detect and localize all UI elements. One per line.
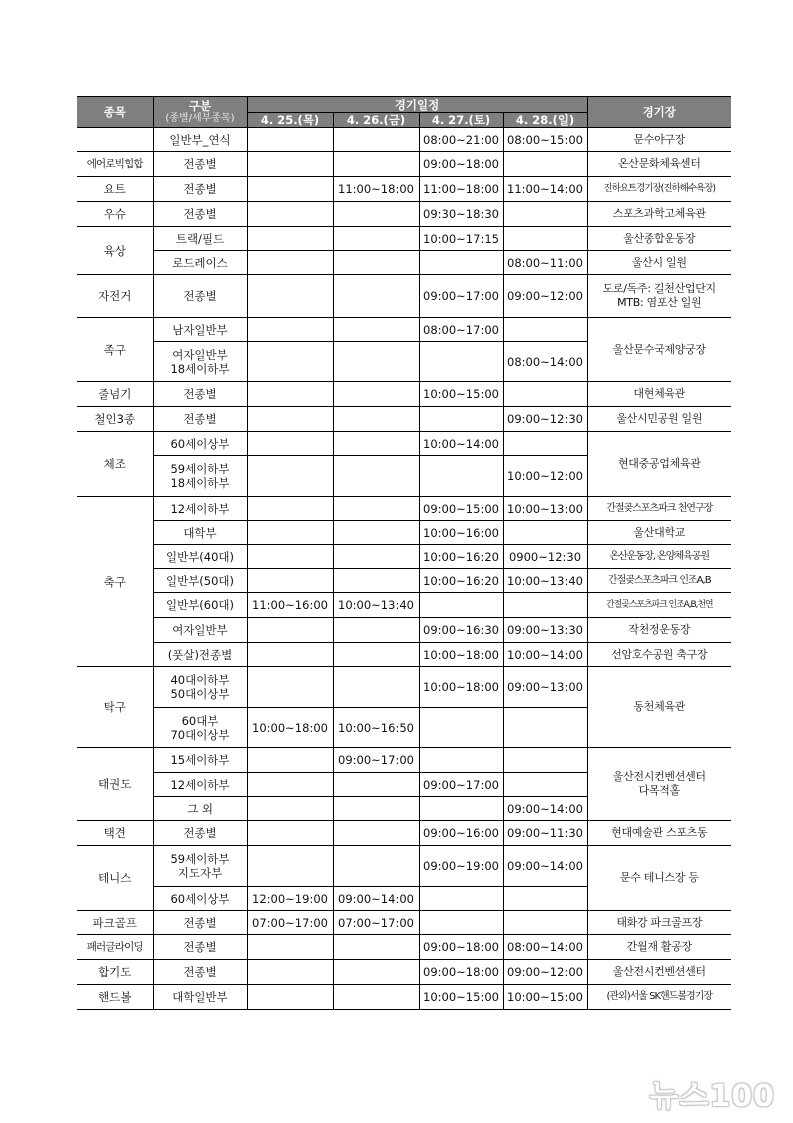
venue-cell: 선암호수공원 축구장	[587, 643, 731, 667]
table-row	[77, 152, 731, 177]
category-cell: 전종별	[153, 202, 247, 227]
time-0426	[333, 643, 419, 667]
time-0428	[503, 773, 587, 797]
time-0428	[503, 432, 587, 456]
time-0428	[503, 202, 587, 227]
category-line: 59세이하부	[170, 462, 230, 476]
time-0428: 10:00~12:00	[503, 456, 587, 497]
category-cell: 전종별	[153, 152, 247, 177]
venue-cell: 문수야구장	[587, 128, 731, 152]
time-0425	[247, 382, 333, 407]
time-0426	[333, 521, 419, 545]
header-day-27: 4. 27.(토)	[419, 113, 503, 128]
time-0425	[247, 821, 333, 846]
time-0428	[503, 521, 587, 545]
category-line: 여자일반부	[172, 347, 228, 362]
time-0425	[247, 521, 333, 545]
time-0428: 09:00~14:00	[503, 846, 587, 887]
sport-cell: 체조	[77, 432, 153, 497]
time-0425	[247, 935, 333, 960]
venue-line: 울산전시컨벤션센터	[612, 770, 706, 783]
time-0427	[419, 911, 503, 935]
time-0428: 10:00~15:00	[503, 985, 587, 1010]
time-0425	[247, 177, 333, 202]
time-0425	[247, 985, 333, 1010]
sport-cell: 철인3종	[77, 407, 153, 432]
category-cell: 전종별	[153, 821, 247, 846]
venue-line: MTB: 염포산 일원	[617, 296, 702, 309]
sport-cell: 패러글라이딩	[77, 935, 153, 960]
time-0425	[247, 275, 333, 318]
category-cell: 대학일반부	[153, 985, 247, 1010]
time-0427: 09:30~18:30	[419, 202, 503, 227]
time-0425	[247, 432, 333, 456]
time-0426	[333, 227, 419, 251]
sport-cell: 육상	[77, 227, 153, 275]
time-0427	[419, 708, 503, 748]
time-0426	[333, 846, 419, 887]
venue-cell: 스포츠과학고체육관	[587, 202, 731, 227]
time-0425: 12:00~19:00	[247, 887, 333, 911]
venue-cell: 울산문수국제양궁장	[587, 318, 731, 382]
time-0426	[333, 797, 419, 821]
time-0427: 10:00~15:00	[419, 985, 503, 1010]
time-0425: 10:00~18:00	[247, 708, 333, 748]
time-0426	[333, 152, 419, 177]
time-0426	[333, 618, 419, 643]
category-cell: 여자일반부	[153, 618, 247, 643]
time-0428: 10:00~13:40	[503, 569, 587, 593]
table-row	[77, 382, 731, 407]
sport-cell: 우슈	[77, 202, 153, 227]
venue-cell: 울산종합운동장	[587, 227, 731, 251]
table-row	[77, 960, 731, 985]
table-row	[77, 667, 731, 708]
time-0428: 10:00~14:00	[503, 643, 587, 667]
table-row	[77, 177, 731, 202]
sport-cell: 요트	[77, 177, 153, 202]
table-row	[77, 748, 731, 773]
time-0427	[419, 456, 503, 497]
sport-cell: 테니스	[77, 846, 153, 911]
table-row	[77, 618, 731, 643]
watermark-logo: 뉴스100	[649, 1079, 775, 1114]
time-0427: 10:00~16:20	[419, 545, 503, 569]
category-cell	[153, 456, 247, 497]
time-0427: 08:00~17:00	[419, 318, 503, 342]
venue-cell: 온산문화체육센터	[587, 152, 731, 177]
header-category-label: 구분	[188, 99, 212, 113]
time-0427: 10:00~17:15	[419, 227, 503, 251]
time-0426	[333, 342, 419, 382]
category-cell: 대학부	[153, 521, 247, 545]
time-0426: 09:00~17:00	[333, 748, 419, 773]
table-row	[77, 407, 731, 432]
time-0426: 09:00~14:00	[333, 887, 419, 911]
category-cell: 일반부(40대)	[153, 545, 247, 569]
time-0426	[333, 318, 419, 342]
table-row	[77, 911, 731, 935]
time-0426: 11:00~18:00	[333, 177, 419, 202]
time-0428	[503, 911, 587, 935]
sport-cell: 축구	[77, 497, 153, 667]
category-cell: 12세이하부	[153, 497, 247, 521]
time-0428: 0900~12:30	[503, 545, 587, 569]
time-0428: 08:00~11:00	[503, 251, 587, 275]
table-row	[77, 318, 731, 342]
table-row	[77, 202, 731, 227]
sport-cell: 에어로빅힙합	[77, 152, 153, 177]
time-0427: 09:00~18:00	[419, 152, 503, 177]
time-0426: 07:00~17:00	[333, 911, 419, 935]
time-0428: 09:00~13:00	[503, 667, 587, 708]
time-0427	[419, 887, 503, 911]
venue-cell: 온산운동장, 온양체육공원	[587, 545, 731, 569]
category-cell: 15세이하부	[153, 748, 247, 773]
category-cell: 그 외	[153, 797, 247, 821]
time-0428: 09:00~13:30	[503, 618, 587, 643]
time-0425	[247, 227, 333, 251]
sport-cell: 탁구	[77, 667, 153, 748]
category-cell	[153, 342, 247, 382]
time-0425	[247, 456, 333, 497]
time-0426	[333, 569, 419, 593]
category-cell: 전종별	[153, 382, 247, 407]
time-0426	[333, 821, 419, 846]
header-venue: 경기장	[587, 97, 731, 128]
time-0426	[333, 960, 419, 985]
time-0425	[247, 128, 333, 152]
time-0427: 09:00~16:30	[419, 618, 503, 643]
table-row	[77, 497, 731, 521]
time-0426	[333, 456, 419, 497]
table-row	[77, 821, 731, 846]
sport-cell: 파크골프	[77, 911, 153, 935]
time-0427	[419, 748, 503, 773]
category-cell: 전종별	[153, 960, 247, 985]
category-cell	[153, 846, 247, 887]
time-0426	[333, 773, 419, 797]
header-day-28: 4. 28.(일)	[503, 113, 587, 128]
time-0427: 09:00~19:00	[419, 846, 503, 887]
category-cell: 전종별	[153, 275, 247, 318]
time-0427: 10:00~14:00	[419, 432, 503, 456]
time-0426	[333, 407, 419, 432]
table-row	[77, 846, 731, 887]
table-row	[77, 985, 731, 1010]
time-0427	[419, 251, 503, 275]
sport-cell: 합기도	[77, 960, 153, 985]
category-cell: 남자일반부	[153, 318, 247, 342]
venue-cell: 작천정운동장	[587, 618, 731, 643]
table-row	[77, 593, 731, 618]
time-0425	[247, 569, 333, 593]
header-category	[153, 97, 247, 128]
venue-cell: 울산전시컨벤션센터	[587, 960, 731, 985]
venue-cell: 간절곶스포츠파크 천연구장	[587, 497, 731, 521]
category-cell: 일반부(50대)	[153, 569, 247, 593]
category-line: 40대이하부	[170, 673, 230, 687]
time-0428: 11:00~14:00	[503, 177, 587, 202]
venue-cell: 울산시 일원	[587, 251, 731, 275]
time-0427: 08:00~21:00	[419, 128, 503, 152]
category-line: 59세이하부	[170, 852, 230, 866]
time-0428	[503, 593, 587, 618]
venue-cell: 동천체육관	[587, 667, 731, 748]
table-row	[77, 545, 731, 569]
table-row	[77, 227, 731, 251]
category-cell: 전종별	[153, 935, 247, 960]
header-day-26: 4. 26.(금)	[333, 113, 419, 128]
time-0426	[333, 935, 419, 960]
time-0425	[247, 797, 333, 821]
sport-cell: 자전거	[77, 275, 153, 318]
time-0428: 10:00~13:00	[503, 497, 587, 521]
venue-line: 다목적홀	[638, 784, 680, 797]
time-0427: 09:00~16:00	[419, 821, 503, 846]
time-0428: 08:00~14:00	[503, 935, 587, 960]
time-0425	[247, 748, 333, 773]
time-0427	[419, 797, 503, 821]
time-0427: 10:00~15:00	[419, 382, 503, 407]
category-cell: 전종별	[153, 407, 247, 432]
time-0426	[333, 545, 419, 569]
time-0428	[503, 382, 587, 407]
time-0427: 09:00~17:00	[419, 773, 503, 797]
time-0428	[503, 152, 587, 177]
time-0425	[247, 497, 333, 521]
time-0426: 10:00~16:50	[333, 708, 419, 748]
sport-cell: 줄넘기	[77, 382, 153, 407]
category-cell: 60세이상부	[153, 887, 247, 911]
time-0426	[333, 985, 419, 1010]
time-0427: 09:00~18:00	[419, 960, 503, 985]
time-0425	[247, 342, 333, 382]
time-0426	[333, 497, 419, 521]
time-0428	[503, 748, 587, 773]
time-0426	[333, 202, 419, 227]
time-0427: 09:00~18:00	[419, 935, 503, 960]
category-line: 18세이하부	[170, 476, 230, 490]
venue-cell: 현대예술관 스포츠동	[587, 821, 731, 846]
time-0427	[419, 593, 503, 618]
schedule-table	[77, 96, 731, 1010]
category-cell: 60세이상부	[153, 432, 247, 456]
time-0426	[333, 251, 419, 275]
category-cell: 일반부(60대)	[153, 593, 247, 618]
time-0427: 09:00~15:00	[419, 497, 503, 521]
category-line: 70대이상부	[170, 727, 230, 742]
time-0428: 09:00~11:30	[503, 821, 587, 846]
time-0428	[503, 887, 587, 911]
venue-cell: 간월재 활공장	[587, 935, 731, 960]
category-line: 50대이상부	[170, 687, 230, 701]
time-0425	[247, 667, 333, 708]
time-0428	[503, 708, 587, 748]
venue-cell: 울산시민공원 일원	[587, 407, 731, 432]
header-sport: 종목	[77, 97, 153, 128]
time-0426: 10:00~13:40	[333, 593, 419, 618]
time-0426	[333, 432, 419, 456]
time-0428: 09:00~12:30	[503, 407, 587, 432]
time-0425	[247, 545, 333, 569]
table-row	[77, 569, 731, 593]
sport-cell	[77, 128, 153, 152]
table-row	[77, 251, 731, 275]
category-cell	[153, 667, 247, 708]
time-0428	[503, 227, 587, 251]
category-cell: 전종별	[153, 911, 247, 935]
time-0425: 11:00~16:00	[247, 593, 333, 618]
venue-line: 도로/독주: 길천산업단지	[602, 282, 716, 295]
venue-cell: 문수 테니스장 등	[587, 846, 731, 911]
time-0428	[503, 318, 587, 342]
venue-cell	[587, 748, 731, 821]
time-0426	[333, 382, 419, 407]
time-0427: 10:00~18:00	[419, 643, 503, 667]
time-0425	[247, 251, 333, 275]
time-0425: 07:00~17:00	[247, 911, 333, 935]
table-row	[77, 275, 731, 318]
venue-cell: 현대중공업체육관	[587, 432, 731, 497]
time-0425	[247, 773, 333, 797]
table-row	[77, 128, 731, 152]
category-cell: 일반부_연식	[153, 128, 247, 152]
venue-cell: 울산대학교	[587, 521, 731, 545]
table-row	[77, 521, 731, 545]
time-0426	[333, 128, 419, 152]
time-0428: 08:00~15:00	[503, 128, 587, 152]
time-0428: 09:00~12:00	[503, 960, 587, 985]
time-0427	[419, 407, 503, 432]
time-0427: 10:00~18:00	[419, 667, 503, 708]
sport-cell: 족구	[77, 318, 153, 382]
table-row	[77, 935, 731, 960]
sport-cell: 택견	[77, 821, 153, 846]
time-0427: 11:00~18:00	[419, 177, 503, 202]
time-0425	[247, 202, 333, 227]
time-0425	[247, 407, 333, 432]
time-0425	[247, 960, 333, 985]
sport-cell: 핸드볼	[77, 985, 153, 1010]
time-0428: 09:00~14:00	[503, 797, 587, 821]
category-cell: 12세이하부	[153, 773, 247, 797]
venue-cell	[587, 275, 731, 318]
time-0425	[247, 643, 333, 667]
time-0427: 09:00~17:00	[419, 275, 503, 318]
time-0427: 10:00~16:20	[419, 569, 503, 593]
category-cell: (풋살)전종별	[153, 643, 247, 667]
category-cell: 트랙/필드	[153, 227, 247, 251]
header-category-sub: (종별/세부종목)	[165, 113, 235, 124]
table-row	[77, 432, 731, 456]
time-0428: 08:00~14:00	[503, 342, 587, 382]
time-0426	[333, 275, 419, 318]
sport-cell: 태권도	[77, 748, 153, 821]
time-0425	[247, 318, 333, 342]
category-line: 지도자부	[177, 866, 223, 880]
table-row	[77, 643, 731, 667]
time-0427: 10:00~16:00	[419, 521, 503, 545]
time-0425	[247, 152, 333, 177]
category-cell: 전종별	[153, 177, 247, 202]
time-0426	[333, 667, 419, 708]
category-cell	[153, 708, 247, 748]
category-cell: 로드레이스	[153, 251, 247, 275]
category-line: 60대부	[181, 713, 219, 728]
venue-cell: (관외)서울 SK핸드볼경기장	[587, 985, 731, 1010]
venue-cell: 간절곶스포츠파크 인조A,B	[587, 569, 731, 593]
time-0425	[247, 618, 333, 643]
venue-cell: 대현체육관	[587, 382, 731, 407]
header-day-25: 4. 25.(목)	[247, 113, 333, 128]
category-line: 18세이하부	[170, 361, 230, 376]
header-schedule: 경기일정	[247, 97, 587, 113]
venue-cell: 태화강 파크골프장	[587, 911, 731, 935]
venue-cell: 간절곶스포츠파크 인조A,B,천연	[587, 593, 731, 618]
time-0425	[247, 846, 333, 887]
time-0427	[419, 342, 503, 382]
venue-cell: 진하요트경기장(진하해수욕장)	[587, 177, 731, 202]
time-0428: 09:00~12:00	[503, 275, 587, 318]
